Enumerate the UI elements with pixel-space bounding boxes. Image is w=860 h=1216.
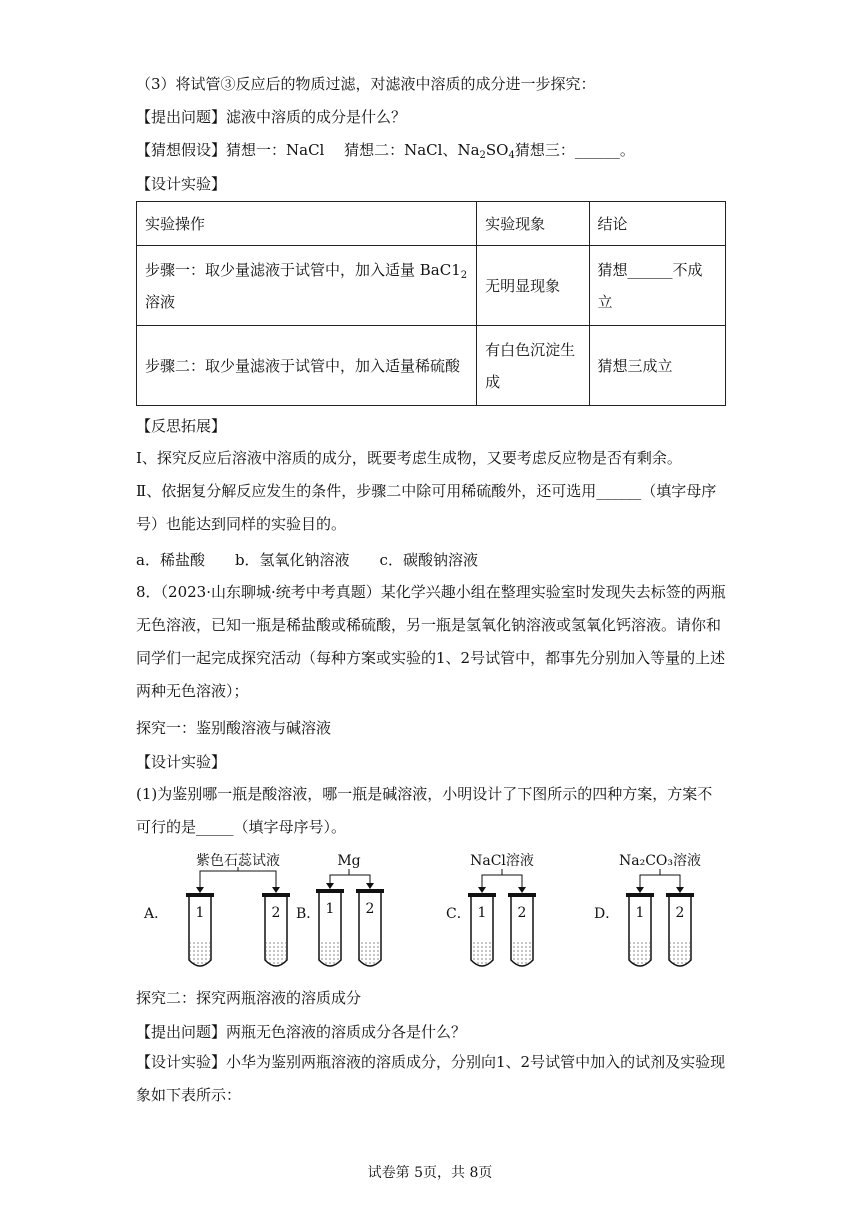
row1-conclusion: 猜想______不成立: [589, 246, 725, 326]
text-explore-2: 探究二：探究两瓶溶液的溶质成分: [136, 989, 362, 1007]
text-line-raise-question: 【提出问题】滤液中溶质的成分是什么？: [136, 108, 407, 126]
figure-a: [143, 852, 290, 966]
header-operation: 实验操作: [137, 202, 477, 246]
table-row: [137, 246, 726, 326]
text-design-3: 【设计实验】小华为鉴别两瓶溶液的溶质成分，分别向1、2号试管中加入的试剂及实验现象如下表所示：: [136, 1053, 726, 1104]
figure-c: [446, 852, 536, 966]
figure-b-tube-1: 1: [325, 901, 335, 917]
table-header-row: [137, 202, 726, 246]
figure-d: [594, 852, 701, 966]
sub-2: 2: [479, 150, 486, 161]
text-options: a．稀盐酸 b．氢氧化钠溶液 c．碳酸钠溶液: [136, 551, 478, 569]
row2-operation: 步骤二：取少量滤液于试管中，加入适量稀硫酸: [137, 326, 477, 406]
figure-d-reagent: Na₂CO₃溶液: [618, 853, 702, 869]
test-tube-figures: [136, 845, 736, 975]
row2-phenomenon: 有白色沉淀生成: [477, 326, 589, 406]
text-reflection-2: Ⅱ、依据复分解反应发生的条件，步骤二中除可用稀硫酸外，还可选用______（填字母序号）也能达到同样的实验目的。: [136, 482, 717, 533]
figure-b-letter: B．: [296, 906, 321, 922]
figure-c-tube-1: 1: [477, 905, 487, 921]
row1-phenomenon: 无明显现象: [477, 246, 589, 326]
text-reflection-heading: 【反思拓展】: [136, 417, 227, 435]
row2-conclusion: 猜想三成立: [589, 326, 725, 406]
figure-b-tube-2: 2: [365, 901, 375, 917]
table-row: [137, 326, 726, 406]
figure-d-tube-2: 2: [675, 905, 685, 921]
figure-a-letter: A．: [144, 906, 169, 922]
figure-c-tube-2: 2: [517, 905, 527, 921]
text-line-hypothesis: [136, 140, 635, 160]
figure-a-reagent: 紫色石蕊试液: [196, 853, 280, 869]
header-conclusion: 结论: [589, 202, 725, 246]
figure-a-tube-2: 2: [271, 905, 281, 921]
sub-4: 4: [508, 150, 515, 161]
hypothesis-suffix: 猜想三：______。: [514, 141, 635, 159]
text-raise-question-2: 【提出问题】两瓶无色溶液的溶质成分各是什么？: [136, 1023, 467, 1041]
experiment-table: [136, 201, 726, 406]
hypothesis-mid: SO: [485, 141, 509, 159]
text-design-2: 【设计实验】: [136, 753, 227, 771]
text-question-8: 8．（2023·山东聊城·统考中考真题）某化学兴趣小组在整理实验室时发现失去标签的两瓶无色溶液，已知一瓶是稀盐酸或稀硫酸，另一瓶是氢氧化钠溶液或氢氧化钙溶液。请你和同学们一起完成探究活动（每种方案或实验的1、2号试管中，都事先分别加入等量的上述两种无色溶液）；: [136, 583, 726, 700]
text-line-1: （3）将试管③反应后的物质过滤，对滤液中溶质的成分进一步探究：: [136, 75, 596, 93]
text-question-1: (1)为鉴别哪一瓶是酸溶液，哪一瓶是碱溶液，小明设计了下图所示的四种方案，方案不可行的是_____（填字母序号）。: [136, 785, 713, 836]
figure-b-reagent: Mg: [337, 853, 361, 869]
text-reflection-1: I、探究反应后溶液中溶质的成分，既要考虑生成物，又要考虑反应物是否有剩余。: [136, 449, 682, 467]
header-phenomenon: 实验现象: [477, 202, 589, 246]
figure-d-tube-1: 1: [635, 905, 645, 921]
figure-d-letter: D．: [594, 906, 620, 922]
page-footer: 试卷第 5页，共 8页: [367, 1165, 493, 1181]
figure-a-tube-1: 1: [195, 905, 205, 921]
text-line-design: 【设计实验】: [136, 175, 227, 193]
figure-c-reagent: NaCl溶液: [470, 853, 534, 869]
hypothesis-prefix: 【猜想假设】猜想一：NaCl 猜想二：NaCl、Na: [136, 141, 480, 159]
text-explore-1: 探究一：鉴别酸溶液与碱溶液: [136, 719, 332, 737]
figure-b: [296, 853, 384, 966]
row1-operation: 步骤一：取少量滤液于试管中，加入适量 $BaC1_2$ 溶液: [137, 246, 477, 326]
figure-c-letter: C．: [446, 906, 471, 922]
